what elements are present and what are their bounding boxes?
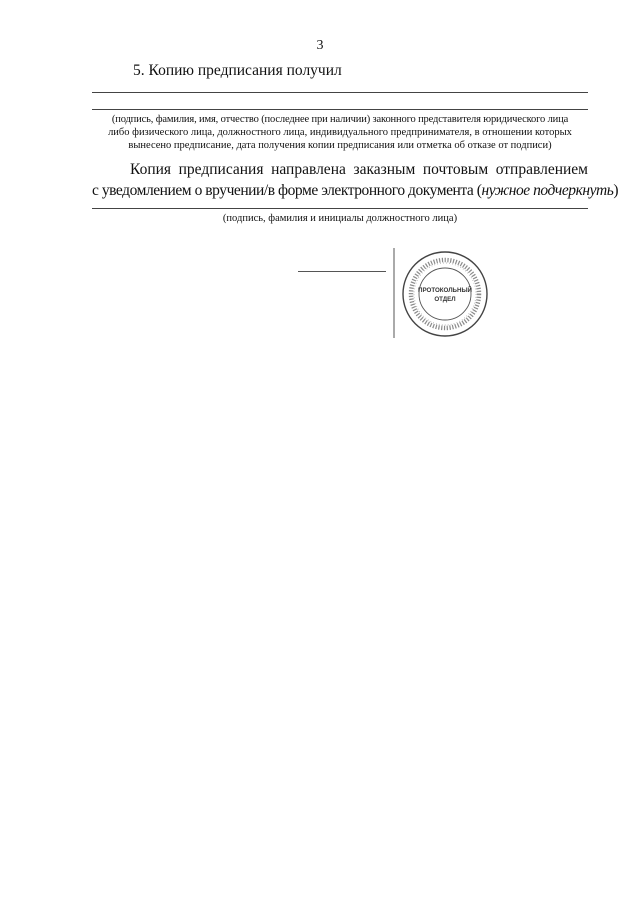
caption-line: (подпись, фамилия, имя, отчество (последнее при наличии) законного представителя юридического лица bbox=[111, 114, 569, 125]
recipient-signature-caption bbox=[80, 113, 600, 152]
signature-line-2 bbox=[92, 109, 588, 110]
stamp-outer-ring bbox=[403, 252, 487, 336]
stamp-center-line-1: ПРОТОКОЛЬНЫЙ bbox=[418, 287, 472, 294]
copy-sent-line-2-text: с уведомлением о вручении/в форме электронного документа ( bbox=[92, 182, 482, 199]
closing-paren: ) bbox=[613, 182, 619, 199]
copy-received-label: 5. Копию предписания получил bbox=[133, 62, 342, 79]
stamp-inner-ring bbox=[419, 268, 471, 320]
page-number: 3 bbox=[316, 38, 324, 53]
copy-sent-line-2 bbox=[92, 180, 619, 201]
caption-line: либо физического лица, должностного лица, индивидуального предпринимателя, в отношении которых bbox=[108, 127, 572, 138]
caption-line: вынесено предписание, дата получения копии предписания или отметка об отказе от подписи) bbox=[128, 140, 552, 151]
copy-sent-paragraph bbox=[92, 159, 619, 201]
handwritten-signature-stroke bbox=[298, 271, 386, 272]
signature-line-1 bbox=[92, 92, 588, 93]
stamp-center-line-2: ОТДЕЛ bbox=[434, 296, 456, 303]
stamp-border-text bbox=[411, 260, 479, 328]
protocol-department-stamp bbox=[393, 248, 493, 340]
official-signature-line bbox=[92, 208, 588, 209]
underline-instruction: нужное подчеркнуть bbox=[481, 182, 614, 199]
stamp-border-text-shadow bbox=[414, 263, 476, 325]
copy-sent-line-1: Копия предписания направлена заказным почтовым отправлением bbox=[130, 161, 588, 178]
official-signature-caption: (подпись, фамилия и инициалы должностного лица) bbox=[222, 213, 458, 224]
